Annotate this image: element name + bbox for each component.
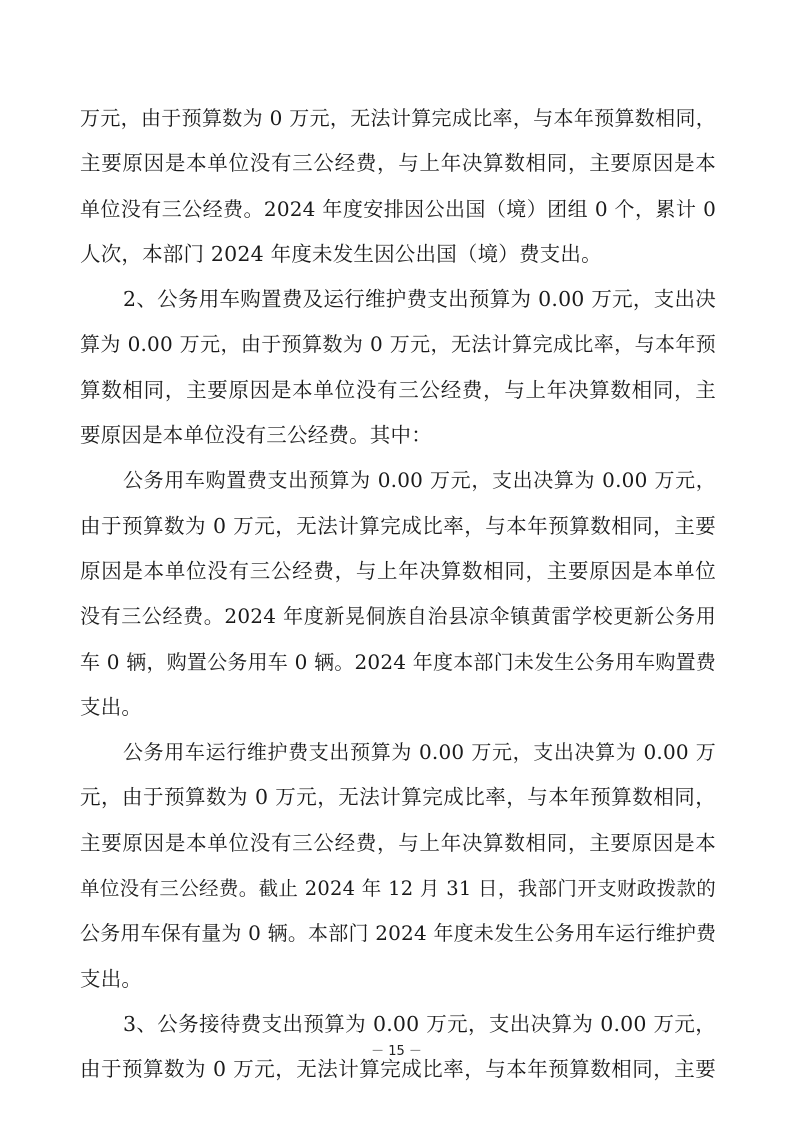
text-line: 支出。: [80, 966, 143, 991]
page-number: － 15 －: [371, 1044, 422, 1059]
text-line: 万元，由于预算数为 0 万元，无法计算完成比率，与本年预算数相同，: [80, 106, 716, 130]
text-line: 没有三公经费。2024 年度新晃侗族自治县凉伞镇黄雷学校更新公务用: [80, 604, 716, 629]
text-line: 由于预算数为 0 万元，无法计算完成比率，与本年预算数相同，主要: [80, 1057, 716, 1082]
text-line: 公务用车运行维护费支出预算为 0.00 万元，支出决算为 0.00 万: [123, 740, 716, 765]
text-line: 车 0 辆，购置公务用车 0 辆。2024 年度本部门未发生公务用车购置费: [80, 649, 716, 674]
body-text: [80, 96, 716, 1093]
text-line: 算数相同，主要原因是本单位没有三公经费，与上年决算数相同，主: [80, 377, 716, 402]
text-line: 要原因是本单位没有三公经费。其中：: [80, 423, 432, 448]
text-line: 元，由于预算数为 0 万元，无法计算完成比率，与本年预算数相同，: [80, 785, 716, 810]
text-line: 算为 0.00 万元，由于预算数为 0 万元，无法计算完成比率，与本年预: [80, 332, 716, 357]
text-line: 原因是本单位没有三公经费，与上年决算数相同，主要原因是本单位: [80, 558, 716, 583]
text-line: 主要原因是本单位没有三公经费，与上年决算数相同，主要原因是本: [80, 830, 716, 855]
text-line: 2、公务用车购置费及运行维护费支出预算为 0.00 万元，支出决: [123, 287, 716, 312]
text-line: 主要原因是本单位没有三公经费，与上年决算数相同，主要原因是本: [80, 151, 716, 176]
text-line: 单位没有三公经费。截止 2024 年 12 月 31 日，我部门开支财政拨款的: [80, 877, 716, 901]
text-line: 由于预算数为 0 万元，无法计算完成比率，与本年预算数相同，主要: [80, 513, 716, 538]
text-line: 单位没有三公经费。2024 年度安排因公出国（境）团组 0 个，累计 0: [80, 196, 716, 221]
text-line: 支出。: [80, 694, 143, 719]
text-line: 人次，本部门 2024 年度未发生因公出国（境）费支出。: [80, 241, 602, 266]
text-line: 3、公务接待费支出预算为 0.00 万元，支出决算为 0.00 万元，: [123, 1011, 716, 1036]
text-line: 公务用车购置费支出预算为 0.00 万元，支出决算为 0.00 万元，: [123, 468, 716, 493]
text-line: 公务用车保有量为 0 辆。本部门 2024 年度未发生公务用车运行维护费: [80, 921, 717, 946]
